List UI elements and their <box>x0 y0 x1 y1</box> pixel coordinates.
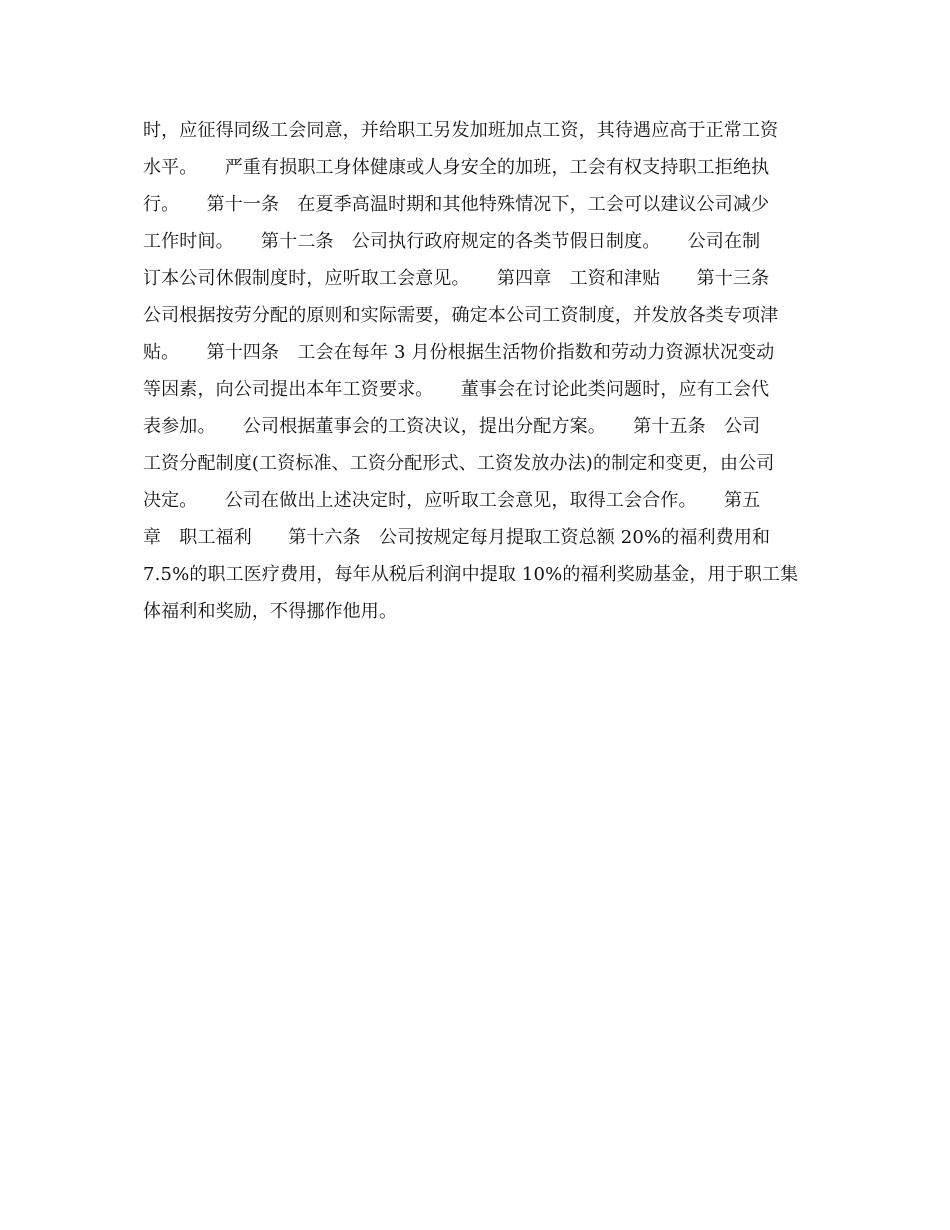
text-line: 工资分配制度(工资标准、工资分配形式、工资发放办法)的制定和变更，由公司 <box>143 453 775 474</box>
text-line: 工作时间。 第十二条 公司执行政府规定的各类节假日制度。 公司在制 <box>143 231 761 252</box>
text-line: 7.5%的职工医疗费用，每年从税后利润中提取 10%的福利奖励基金，用于职工集 <box>143 564 799 585</box>
text-line: 表参加。 公司根据董事会的工资决议，提出分配方案。 第十五条 公司 <box>143 416 761 437</box>
text-line: 体福利和奖励，不得挪作他用。 <box>143 601 398 622</box>
text-line: 时，应征得同级工会同意，并给职工另发加班加点工资，其待遇应高于正常工资 <box>143 120 779 141</box>
text-line: 章 职工福利 第十六条 公司按规定每月提取工资总额 20%的福利费用和 <box>143 527 771 548</box>
text-line: 水平。 严重有损职工身体健康或人身安全的加班，工会有权支持职工拒绝执 <box>143 157 770 178</box>
body-text <box>143 112 813 630</box>
text-line: 贴。 第十四条 工会在每年 3 月份根据生活物价指数和劳动力资源状况变动 <box>143 342 775 363</box>
text-line: 订本公司休假制度时，应听取工会意见。 第四章 工资和津贴 第十三条 <box>143 268 770 289</box>
text-line: 公司根据按劳分配的原则和实际需要，确定本公司工资制度，并发放各类专项津 <box>143 305 779 326</box>
text-line: 行。 第十一条 在夏季高温时期和其他特殊情况下，工会可以建议公司减少 <box>143 194 770 215</box>
text-line: 等因素，向公司提出本年工资要求。 董事会在讨论此类问题时，应有工会代 <box>143 379 770 400</box>
text-line: 决定。 公司在做出上述决定时，应听取工会意见，取得工会合作。 第五 <box>143 490 761 511</box>
